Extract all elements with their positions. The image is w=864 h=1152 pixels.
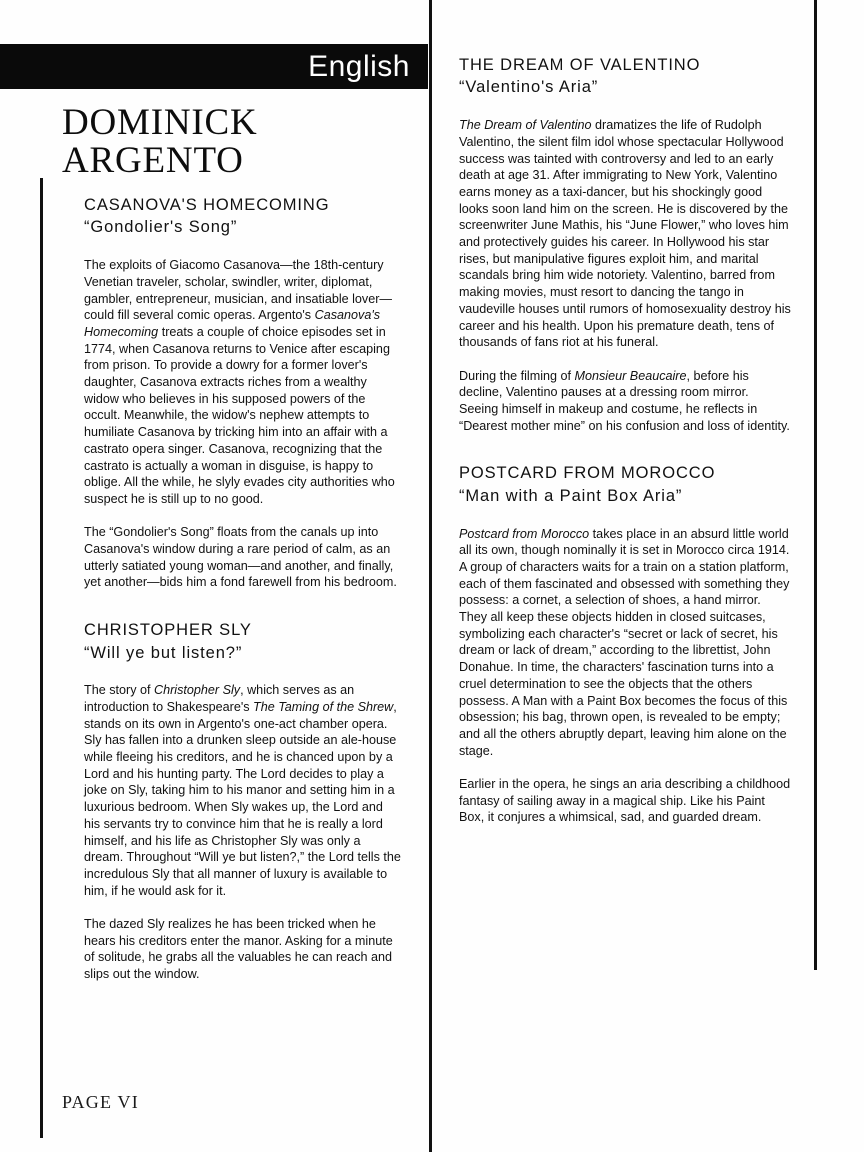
page-number: PAGE VI bbox=[62, 1092, 139, 1112]
body-paragraph: Earlier in the opera, he sings an aria describing a childhood fantasy of sailing away in a magical ship. Like his Paint Box, it conjures a whimsical, sad, and guarded dream. bbox=[459, 777, 791, 825]
work-section bbox=[459, 56, 791, 434]
composer-name-heading bbox=[62, 104, 412, 180]
body-paragraph: Postcard from Morocco takes place in an absurd little world all its own, though nominally it is set in Morocco circa 1914. A group of characters waits for a train on a station platform, each of them fascinated and obsessed with something they possess: a cornet, a selection of shoes, a hand mirror. They all keep these objects hidden in closed suitcases, symbolizing each character's “secret or lack of secret, his dream or lack of dream,” according to the librettist, John Donahue. In time, the characters' fascination turns into a cruel determination to see the objects that the others possess. A Man with a Paint Box becomes the focus of this obsession; his bag, thrown open, is revealed to be empty; and all the others abruptly depart, leaving him alone on the stage. bbox=[459, 526, 790, 758]
work-section bbox=[459, 464, 791, 826]
work-aria-title: “Will ye but listen?” bbox=[84, 643, 243, 662]
work-title: THE DREAM OF VALENTINO bbox=[459, 56, 701, 74]
body-paragraph: During the filming of Monsieur Beaucaire, before his decline, Valentino pauses at a dressing room mirror. Seeing himself in makeup and costume, he reflects in “Dearest mother mine” on his confusion and loss of identity. bbox=[459, 368, 790, 433]
body-paragraph: The dazed Sly realizes he has been tricked when he hears his creditors enter the manor. Asking for a minute of solitude, he grabs all the valuables he can reach and slips out the window. bbox=[84, 917, 393, 982]
body-paragraph: The story of Christopher Sly, which serves as an introduction to Shakespeare's The Taming of the Shrew, stands on its own in Argento's one-act chamber opera. Sly has fallen into a drunken sleep outside an ale-house while fleeing his creditors, and he is chanced upon by a Lord and his hunting party. The Lord decides to play a joke on Sly, taking him to his manor and setting him in a luxurious bedroom. When Sly wakes up, the Lord and his servants try to convince him that he is really a lord himself, and his life as Christopher Sly was only a dream. Throughout “Will ye but listen?,” the Lord tells the incredulous Sly that all manner of luxury is available to him, if he would ask for it. bbox=[84, 683, 401, 898]
right-margin-rule bbox=[814, 0, 817, 970]
work-section bbox=[84, 196, 402, 591]
language-label: English bbox=[308, 49, 410, 83]
work-aria-title: “Valentino's Aria” bbox=[459, 78, 599, 97]
composer-last-name: ARGENTO bbox=[62, 140, 244, 182]
work-title: CHRISTOPHER SLY bbox=[84, 621, 252, 640]
left-text-column bbox=[84, 196, 402, 983]
work-aria-title: “Gondolier's Song” bbox=[84, 218, 238, 237]
body-paragraph: The “Gondolier's Song” floats from the canals up into Casanova's window during a rare period of calm, as an utterly satiated young woman—and another, and finally, yet another—bids him a fond farewell from his bedroom. bbox=[84, 525, 397, 590]
work-aria-title: “Man with a Paint Box Aria” bbox=[459, 486, 683, 505]
body-paragraph: The Dream of Valentino dramatizes the life of Rudolph Valentino, the silent film idol whose spectacular Hollywood success was tainted with controversy and led to an early death at age 31. After immigrating to New York, Valentino earns money as a taxi-dancer, but his shockingly good looks soon land him on the screen. He is discovered by the screenwriter June Mathis, his “June Flower,” who loves him and protectively guides his career. In Hollywood his star rises, but manipulative figures exploit him, and marital scandals bring him wide notoriety. Valentino, barred from making movies, must resort to dancing the tango in vaudeville houses until rumors of homosexuality destroy his career and his health. Upon his premature death, tens of thousands of fans riot at his funeral. bbox=[459, 118, 791, 350]
work-title: POSTCARD FROM MOROCCO bbox=[459, 464, 716, 483]
work-section bbox=[84, 621, 402, 983]
language-masthead-band bbox=[0, 44, 428, 89]
column-divider-rule bbox=[429, 0, 432, 1152]
right-text-column bbox=[459, 56, 791, 826]
body-paragraph: The exploits of Giacomo Casanova—the 18th-century Venetian traveler, scholar, swindler, writer, diplomat, gambler, entrepreneur, musician, and insatiable lover—could fill several comic operas. Argento's Casanova's Homecoming treats a couple of choice episodes set in 1774, when Casanova returns to Venice after escaping from prison. To provide a dowry for a former lover's daughter, Casanova extracts riches from a wealthy widow who believes in his supposed powers of the occult. Meanwhile, the widow's nephew attempts to humiliate Casanova by tricking him into an affair with a castrato opera singer. Casanova, recognizing that the castrato is actually a woman in disguise, is happy to oblige. All the while, he slyly evades city authorities who suspect he is still up to no good. bbox=[84, 258, 395, 506]
composer-first-name: DOMINICK bbox=[62, 102, 258, 143]
work-title: CASANOVA'S HOMECOMING bbox=[84, 196, 330, 214]
left-margin-rule bbox=[40, 178, 43, 1138]
